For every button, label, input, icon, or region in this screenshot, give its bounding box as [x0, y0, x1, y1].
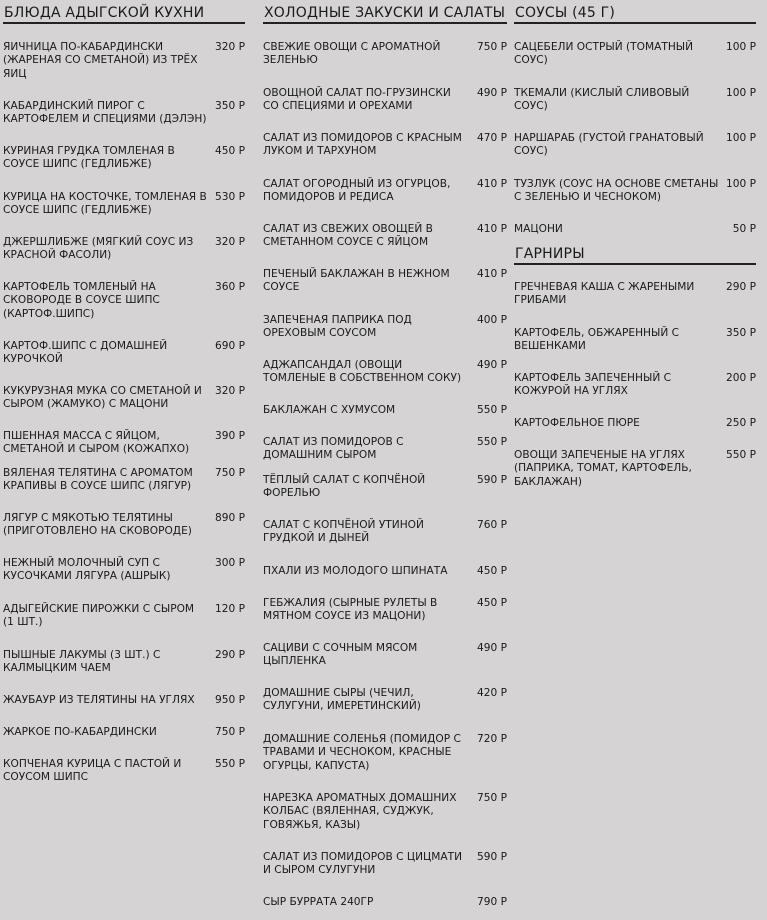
item-price: 100 Р [726, 178, 756, 190]
item-name: ГЕБЖАЛИЯ (СЫРНЫЕ РУЛЕТЫ В МЯТНОМ СОУСЕ ИЗ МАЦОНИ) [263, 597, 438, 623]
menu-item [263, 687, 507, 714]
menu-item [3, 236, 245, 263]
item-price: 250 Р [726, 417, 756, 429]
menu-item [514, 178, 756, 205]
item-price: 530 Р [215, 191, 245, 203]
item-price: 120 Р [215, 603, 245, 615]
item-price: 290 Р [215, 649, 245, 661]
item-name: АДЖАПСАНДАЛ (ОВОЩИ ТОМЛЕНЫЕ В СОБСТВЕННОМ СОКУ) [263, 359, 462, 385]
menu-item [3, 340, 245, 367]
item-price: 590 Р [477, 851, 507, 863]
item-price: 420 Р [477, 687, 507, 699]
menu-item [263, 314, 507, 341]
menu-item [3, 385, 245, 412]
item-price: 300 Р [215, 557, 245, 569]
item-price: 950 Р [215, 694, 245, 706]
item-price: 100 Р [726, 87, 756, 99]
item-name: ЖАРКОЕ ПО-КАБАРДИНСКИ [3, 726, 157, 738]
menu-item [3, 467, 245, 494]
menu-item [263, 436, 507, 463]
item-name: КОПЧЕНАЯ КУРИЦА С ПАСТОЙ И СОУСОМ ШИПС [3, 758, 182, 784]
menu-item [263, 404, 507, 417]
menu-item [263, 519, 507, 546]
menu-item [3, 649, 245, 676]
menu-item [263, 565, 507, 578]
menu-item [3, 758, 245, 785]
menu-item [514, 417, 756, 430]
item-name: ЖАУБАУР ИЗ ТЕЛЯТИНЫ НА УГЛЯХ [3, 694, 195, 706]
item-name: ОВОЩНОЙ САЛАТ ПО-ГРУЗИНСКИ СО СПЕЦИЯМИ И ОРЕХАМИ [263, 87, 451, 113]
menu-item [514, 132, 756, 159]
menu-item [514, 449, 756, 489]
menu-item [3, 557, 245, 584]
item-name: МАЦОНИ [514, 223, 563, 235]
item-name: ВЯЛЕНАЯ ТЕЛЯТИНА С АРОМАТОМ КРАПИВЫ В СОУСЕ ШИПС (ЛЯГУР) [3, 467, 193, 493]
item-name: САЛАТ ИЗ ПОМИДОРОВ С ЦИЦМАТИ И СЫРОМ СУЛУГУНИ [263, 851, 463, 877]
item-price: 360 Р [215, 281, 245, 293]
item-price: 750 Р [477, 41, 507, 53]
item-name: ЯИЧНИЦА ПО-КАБАРДИНСКИ (ЖАРЕНАЯ СО СМЕТАНОЙ) ИЗ ТРЁХ ЯИЦ [3, 41, 198, 80]
menu-item [514, 327, 756, 354]
menu-item [263, 896, 507, 909]
item-price: 720 Р [477, 733, 507, 745]
item-name: ПЕЧЕНЫЙ БАКЛАЖАН В НЕЖНОМ СОУСЕ [263, 268, 450, 294]
section-heading: ХОЛОДНЫЕ ЗАКУСКИ И САЛАТЫ [263, 4, 507, 24]
item-name: КАРТОФ.ШИПС С ДОМАШНЕЙ КУРОЧКОЙ [3, 340, 168, 366]
item-price: 550 Р [477, 436, 507, 448]
item-name: ЛЯГУР С МЯКОТЬЮ ТЕЛЯТИНЫ (ПРИГОТОВЛЕНО НА СКОВОРОДЕ) [3, 512, 192, 538]
menu-item [514, 41, 756, 68]
item-name: САЛАТ ИЗ ПОМИДОРОВ С ДОМАШНИМ СЫРОМ [263, 436, 404, 462]
section-heading: ГАРНИРЫ [514, 245, 756, 265]
item-price: 790 Р [477, 896, 507, 908]
item-price: 320 Р [215, 236, 245, 248]
item-price: 410 Р [477, 223, 507, 235]
menu-item [263, 733, 507, 773]
section-heading: СОУСЫ (45 Г) [514, 4, 756, 24]
item-price: 470 Р [477, 132, 507, 144]
item-price: 690 Р [215, 340, 245, 352]
item-name: КАБАРДИНСКИЙ ПИРОГ С КАРТОФЕЛЕМ И СПЕЦИЯМИ (ДЭЛЭН) [3, 100, 207, 126]
menu-item [3, 191, 245, 218]
menu-item [263, 597, 507, 624]
item-price: 750 Р [477, 792, 507, 804]
menu-item [3, 41, 245, 81]
item-name: ДЖЕРШЛИБЖЕ (МЯГКИЙ СОУС ИЗ КРАСНОЙ ФАСОЛИ) [3, 236, 194, 262]
item-price: 550 Р [477, 404, 507, 416]
item-name: КУКУРУЗНАЯ МУКА СО СМЕТАНОЙ И СЫРОМ (ЖАМУКО) С МАЦОНИ [3, 385, 202, 411]
menu-item [3, 100, 245, 127]
item-price: 550 Р [215, 758, 245, 770]
section-heading: БЛЮДА АДЫГСКОЙ КУХНИ [3, 4, 245, 24]
item-price: 550 Р [726, 449, 756, 461]
item-name: ЗАПЕЧЕНАЯ ПАПРИКА ПОД ОРЕХОВЫМ СОУСОМ [263, 314, 412, 340]
item-name: НАРЕЗКА АРОМАТНЫХ ДОМАШНИХ КОЛБАС (ВЯЛЕННАЯ, СУДЖУК, ГОВЯЖЬЯ, КАЗЫ) [263, 792, 457, 831]
menu-item [263, 178, 507, 205]
item-price: 410 Р [477, 178, 507, 190]
item-price: 50 Р [732, 223, 756, 235]
item-name: КУРИЦА НА КОСТОЧКЕ, ТОМЛЕНАЯ В СОУСЕ ШИПС (ГЕДЛИБЖЕ) [3, 191, 207, 217]
menu-item [263, 642, 507, 669]
item-name: ОВОЩИ ЗАПЕЧЕНЫЕ НА УГЛЯХ (ПАПРИКА, ТОМАТ, КАРТОФЕЛЬ, БАКЛАЖАН) [514, 449, 692, 488]
item-price: 450 Р [215, 145, 245, 157]
menu-item [263, 359, 507, 386]
item-name: ПШЕННАЯ МАССА С ЯЙЦОМ, СМЕТАНОЙ И СЫРОМ (КОЖАПХО) [3, 430, 190, 456]
item-price: 400 Р [477, 314, 507, 326]
menu-item [263, 41, 507, 68]
item-price: 410 Р [477, 268, 507, 280]
item-name: КУРИНАЯ ГРУДКА ТОМЛЕНАЯ В СОУСЕ ШИПС (ГЕДЛИБЖЕ) [3, 145, 175, 171]
menu-item [263, 87, 507, 114]
item-name: СВЕЖИЕ ОВОЩИ С АРОМАТНОЙ ЗЕЛЕНЬЮ [263, 41, 441, 67]
item-name: ГРЕЧНЕВАЯ КАША С ЖАРЕНЫМИ ГРИБАМИ [514, 281, 695, 307]
item-price: 490 Р [477, 359, 507, 371]
menu-item [263, 851, 507, 878]
item-price: 390 Р [215, 430, 245, 442]
menu-item [3, 145, 245, 172]
item-name: КАРТОФЕЛЬНОЕ ПЮРЕ [514, 417, 640, 429]
item-price: 450 Р [477, 597, 507, 609]
menu-item [3, 512, 245, 539]
item-price: 350 Р [215, 100, 245, 112]
item-name: САЦИВИ С СОЧНЫМ МЯСОМ ЦЫПЛЕНКА [263, 642, 418, 668]
item-name: САЛАТ ИЗ СВЕЖИХ ОВОЩЕЙ В СМЕТАННОМ СОУСЕ С ЯЙЦОМ [263, 223, 433, 249]
menu-item [263, 223, 507, 250]
item-price: 760 Р [477, 519, 507, 531]
item-price: 350 Р [726, 327, 756, 339]
item-price: 200 Р [726, 372, 756, 384]
menu-item [263, 132, 507, 159]
item-name: ТУЗЛУК (СОУС НА ОСНОВЕ СМЕТАНЫ С ЗЕЛЕНЬЮ И ЧЕСНОКОМ) [514, 178, 719, 204]
item-name: КАРТОФЕЛЬ ЗАПЕЧЕННЫЙ С КОЖУРОЙ НА УГЛЯХ [514, 372, 672, 398]
item-price: 490 Р [477, 87, 507, 99]
item-price: 450 Р [477, 565, 507, 577]
menu-item [514, 281, 756, 308]
menu-item [514, 223, 756, 236]
menu-item [263, 792, 507, 832]
item-name: ПХАЛИ ИЗ МОЛОДОГО ШПИНАТА [263, 565, 448, 577]
item-name: САЦЕБЕЛИ ОСТРЫЙ (ТОМАТНЫЙ СОУС) [514, 41, 694, 67]
item-name: САЛАТ ОГОРОДНЫЙ ИЗ ОГУРЦОВ, ПОМИДОРОВ И РЕДИСА [263, 178, 451, 204]
menu-item [3, 281, 245, 321]
item-name: БАКЛАЖАН С ХУМУСОМ [263, 404, 396, 416]
item-price: 320 Р [215, 385, 245, 397]
menu-item [514, 372, 756, 399]
menu-item [3, 430, 245, 457]
menu-item [514, 87, 756, 114]
item-price: 750 Р [215, 726, 245, 738]
item-name: СЫР БУРРАТА 240ГР [263, 896, 374, 908]
item-name: ТКЕМАЛИ (КИСЛЫЙ СЛИВОВЫЙ СОУС) [514, 87, 690, 113]
item-price: 100 Р [726, 41, 756, 53]
item-name: ДОМАШНИЕ СЫРЫ (ЧЕЧИЛ, СУЛУГУНИ, ИМЕРЕТИНСКИЙ) [263, 687, 421, 713]
item-price: 490 Р [477, 642, 507, 654]
menu-item [3, 694, 245, 707]
item-name: КАРТОФЕЛЬ ТОМЛЕНЫЙ НА СКОВОРОДЕ В СОУСЕ ШИПС (КАРТОФ.ШИПС) [3, 281, 160, 320]
item-price: 320 Р [215, 41, 245, 53]
menu-item [3, 603, 245, 630]
item-name: КАРТОФЕЛЬ, ОБЖАРЕННЫЙ С ВЕШЕНКАМИ [514, 327, 680, 353]
item-name: ТЁПЛЫЙ САЛАТ С КОПЧЁНОЙ ФОРЕЛЬЮ [263, 474, 426, 500]
item-price: 890 Р [215, 512, 245, 524]
item-price: 590 Р [477, 474, 507, 486]
item-name: ПЫШНЫЕ ЛАКУМЫ (3 ШТ.) С КАЛМЫЦКИМ ЧАЕМ [3, 649, 161, 675]
item-name: ДОМАШНИЕ СОЛЕНЬЯ (ПОМИДОР С ТРАВАМИ И ЧЕСНОКОМ, КРАСНЫЕ ОГУРЦЫ, КАПУСТА) [263, 733, 461, 772]
item-name: НЕЖНЫЙ МОЛОЧНЫЙ СУП С КУСОЧКАМИ ЛЯГУРА (АШРЫК) [3, 557, 171, 583]
item-name: САЛАТ С КОПЧЁНОЙ УТИНОЙ ГРУДКОЙ И ДЫНЕЙ [263, 519, 424, 545]
item-price: 290 Р [726, 281, 756, 293]
menu-item [263, 268, 507, 295]
item-name: НАРШАРАБ (ГУСТОЙ ГРАНАТОВЫЙ СОУС) [514, 132, 704, 158]
menu-item [3, 726, 245, 739]
item-price: 750 Р [215, 467, 245, 479]
item-price: 100 Р [726, 132, 756, 144]
item-name: САЛАТ ИЗ ПОМИДОРОВ С КРАСНЫМ ЛУКОМ И ТАРХУНОМ [263, 132, 462, 158]
menu-item [263, 474, 507, 501]
item-name: АДЫГЕЙСКИЕ ПИРОЖКИ С СЫРОМ (1 ШТ.) [3, 603, 195, 629]
